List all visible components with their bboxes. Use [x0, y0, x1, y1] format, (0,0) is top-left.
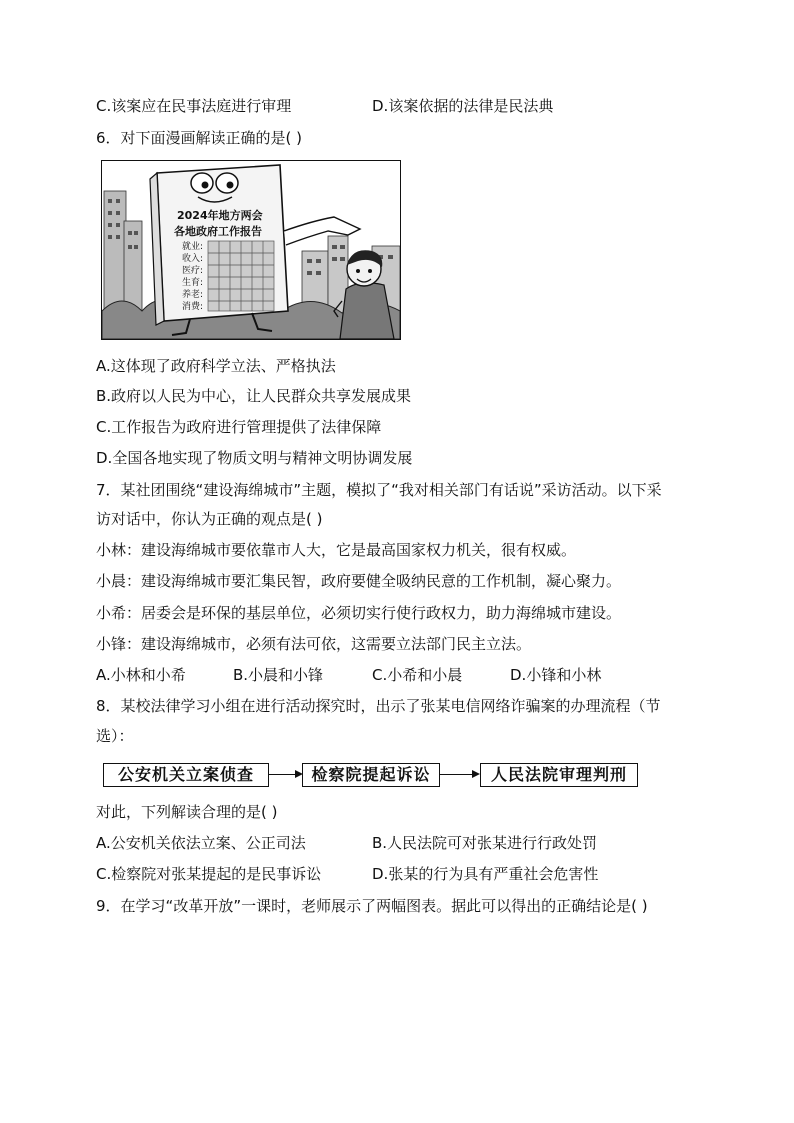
cartoon-item-3: 医疗:	[182, 266, 204, 276]
cartoon-item-5: 养老:	[182, 290, 204, 300]
q6-option-c[interactable]: C.工作报告为政府进行管理提供了法律保障	[96, 418, 382, 436]
q6-cartoon-image	[101, 160, 401, 340]
q7-dialog-xiaochen: 小晨：建设海绵城市要汇集民智，政府要健全吸纳民意的工作机制，凝心聚力。	[96, 572, 622, 590]
q8-option-row1	[96, 833, 598, 853]
q9-stem: 9．在学习“改革开放”一课时，老师展示了两幅图表。据此可以得出的正确结论是( )	[96, 897, 648, 915]
q6-stem: 6．对下面漫画解读正确的是( )	[96, 129, 303, 147]
q6-option-b[interactable]: B.政府以人民为中心，让人民群众共享发展成果	[96, 387, 412, 405]
cartoon-item-4: 生育:	[182, 278, 204, 288]
flow-arrow-1	[269, 774, 301, 775]
q7-stem-line1: 7．某社团围绕“建设海绵城市”主题，模拟了“我对相关部门有话说”采访活动。以下采	[96, 481, 662, 499]
q7-dialog-xiaolin: 小林：建设海绵城市要依靠市人大，它是最高国家权力机关，很有权威。	[96, 541, 577, 559]
cartoon-item-1: 就业:	[182, 242, 204, 252]
q7-dialog-xiaoxi: 小希：居委会是环保的基层单位，必须切实行使行政权力，助力海绵城市建设。	[96, 604, 622, 622]
flow-step-procuratorate: 检察院提起诉讼	[302, 763, 440, 787]
q8-option-c[interactable]: C.检察院对张某提起的是民事诉讼	[96, 865, 322, 883]
flow-step-court: 人民法院审理判刑	[480, 763, 638, 787]
cartoon-title-1: 2024年地方两会	[177, 209, 263, 222]
flow-arrow-2	[440, 774, 478, 775]
q8-option-b[interactable]: B.人民法院可对张某进行行政处罚	[372, 834, 598, 852]
q6-option-d[interactable]: D.全国各地实现了物质文明与精神文明协调发展	[96, 449, 413, 467]
q7-stem-line2: 访对话中，你认为正确的观点是( )	[96, 510, 323, 528]
cartoon-item-2: 收入:	[182, 254, 204, 264]
q5-option-row	[96, 96, 554, 116]
q8-stem-line1: 8．某校法律学习小组在进行活动探究时，出示了张某电信网络诈骗案的办理流程（节	[96, 697, 661, 715]
q8-question: 对此，下列解读合理的是( )	[96, 803, 278, 821]
q7-option-d[interactable]: D.小锋和小林	[510, 666, 602, 684]
q8-option-row2	[96, 864, 599, 884]
q8-option-d[interactable]: D.张某的行为具有严重社会危害性	[372, 865, 599, 883]
q8-option-a[interactable]: A.公安机关依法立案、公正司法	[96, 834, 306, 852]
q7-option-b[interactable]: B.小晨和小锋	[233, 666, 324, 684]
q5-option-c[interactable]: C.该案应在民事法庭进行审理	[96, 97, 292, 115]
q7-dialog-xiaofeng: 小锋：建设海绵城市，必须有法可依，这需要立法部门民主立法。	[96, 635, 532, 653]
cartoon-title-2: 各地政府工作报告	[174, 225, 262, 238]
q5-option-d[interactable]: D.该案依据的法律是民法典	[372, 97, 554, 115]
q7-option-c[interactable]: C.小希和小晨	[372, 666, 463, 684]
flow-step-police: 公安机关立案侦查	[103, 763, 269, 787]
q7-option-a[interactable]: A.小林和小希	[96, 666, 186, 684]
q8-stem-line2: 选）：	[96, 727, 134, 745]
q6-option-a[interactable]: A.这体现了政府科学立法、严格执法	[96, 357, 336, 375]
cartoon-item-6: 消费:	[182, 302, 204, 312]
